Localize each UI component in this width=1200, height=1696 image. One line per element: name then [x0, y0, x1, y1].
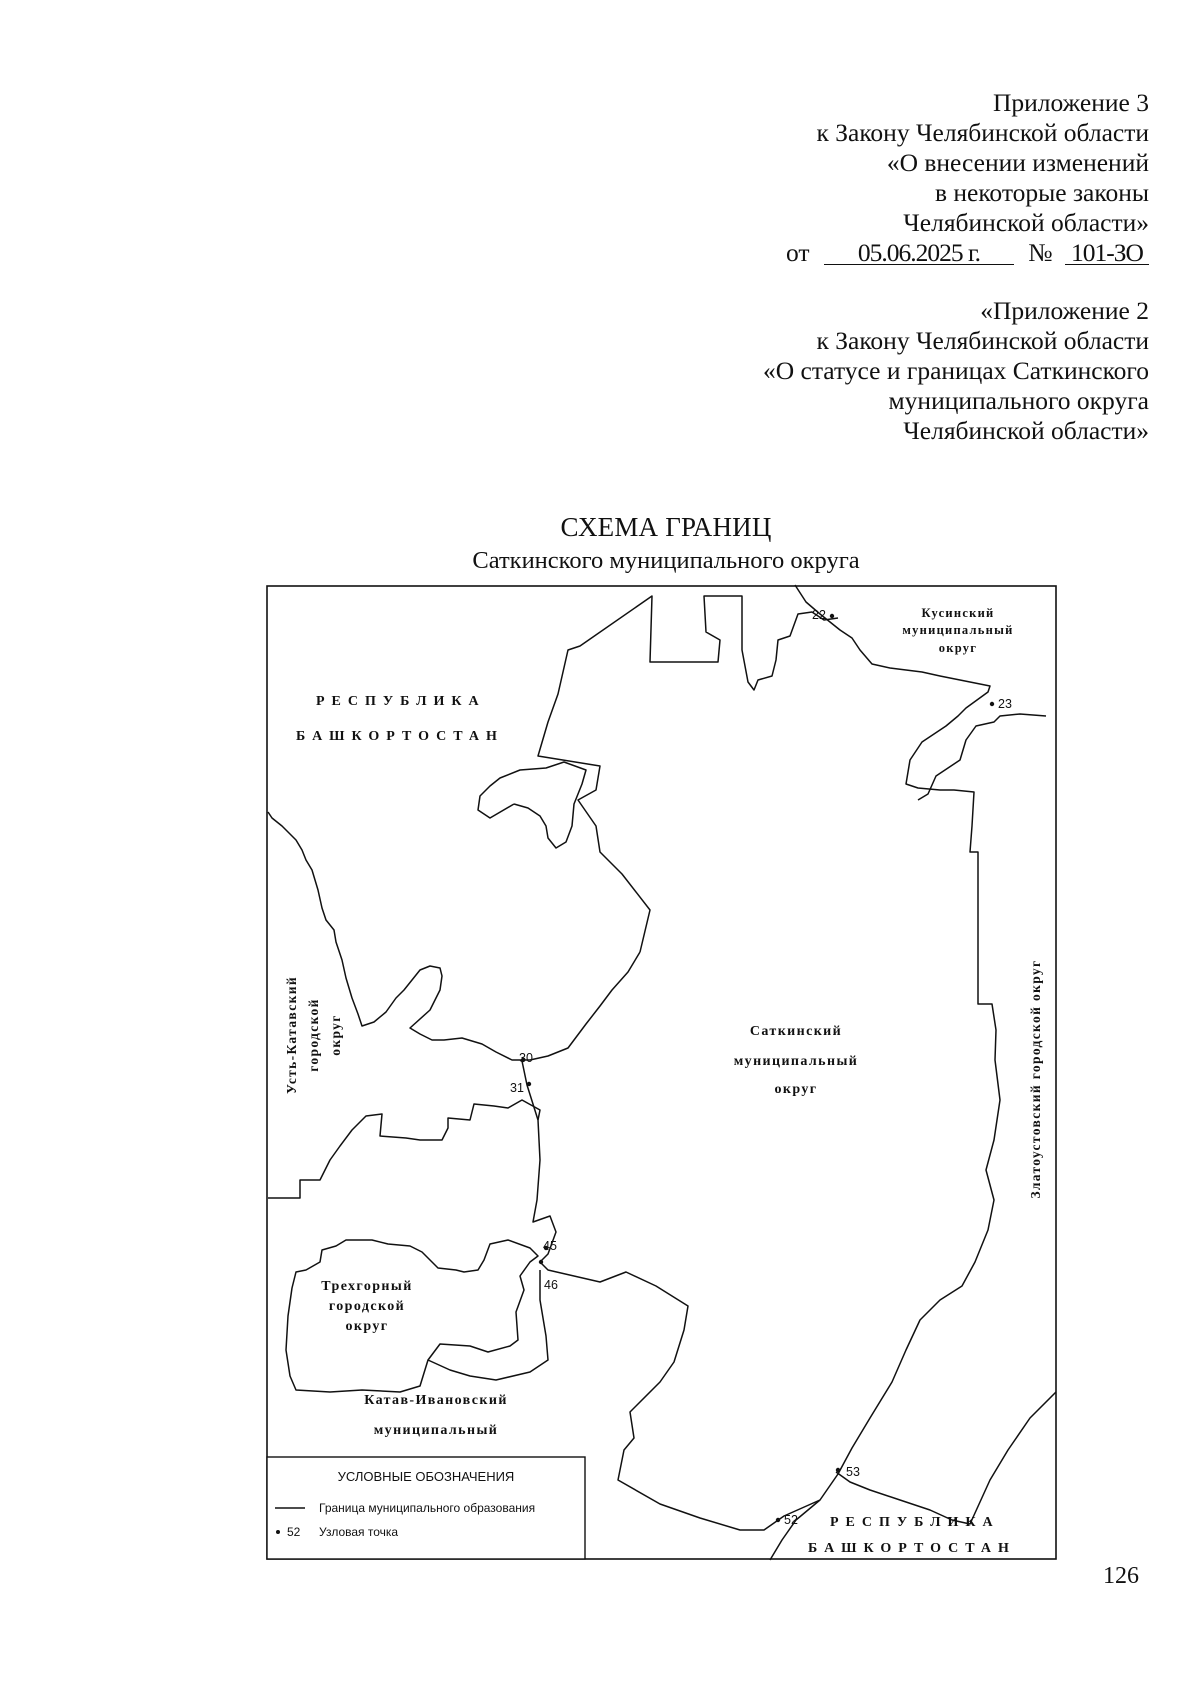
- region-ust-katavsky-1: Усть-Катавский: [284, 976, 299, 1094]
- node-31: 31: [510, 1081, 524, 1095]
- legend-node-dot: [276, 1530, 280, 1534]
- legend-node-label: Узловая точка: [319, 1525, 399, 1539]
- number-prefix: №: [1028, 238, 1053, 267]
- katav-ivanovsky-boundary: [428, 1270, 548, 1380]
- law-number: 101-ЗО: [1065, 242, 1149, 265]
- node-23: 23: [998, 697, 1012, 711]
- node-30: 30: [519, 1051, 533, 1065]
- region-kusinsky-1: Кусинский: [921, 606, 995, 620]
- header-line: муниципального округа: [888, 386, 1149, 415]
- region-kusinsky-3: округ: [938, 641, 978, 655]
- legend-title: УСЛОВНЫЕ ОБОЗНАЧЕНИЯ: [337, 1469, 515, 1484]
- node-22: 22: [812, 608, 826, 622]
- legend-boundary-label: Граница муниципального образования: [319, 1501, 536, 1515]
- region-satkinsky-2: муниципальный: [733, 1054, 859, 1069]
- date-prefix: от: [785, 238, 810, 267]
- western-boundary-segment: [268, 812, 640, 1060]
- law-date: 05.06.2025 г.: [824, 242, 1014, 265]
- node-dot: [776, 1518, 780, 1522]
- region-bashkortostan-north-1: РЕСПУБЛИКА: [316, 694, 486, 709]
- region-ust-katavsky-2: городской: [306, 998, 321, 1072]
- header-line: «Приложение 2: [980, 296, 1149, 325]
- region-katav-ivanovsky-2: муниципальный: [373, 1423, 499, 1438]
- header-line: Челябинской области»: [903, 208, 1149, 237]
- region-bashkortostan-south-1: РЕСПУБЛИКА: [830, 1515, 1000, 1530]
- region-satkinsky-1: Саткинский: [749, 1024, 843, 1039]
- trekhgorny-boundary: [286, 1240, 538, 1392]
- page-number: 126: [1103, 1563, 1139, 1589]
- node-dot: [990, 702, 994, 706]
- node-dot: [836, 1468, 840, 1472]
- region-bashkortostan-south-2: БАШКОРТОСТАН: [808, 1541, 1016, 1556]
- node-45: 45: [543, 1239, 557, 1253]
- header-line: Челябинской области»: [903, 416, 1149, 445]
- node-46: 46: [544, 1278, 558, 1292]
- node-dot: [830, 614, 834, 618]
- map-title: СХЕМА ГРАНИЦ: [560, 512, 772, 542]
- region-satkinsky-3: округ: [774, 1082, 818, 1097]
- ust-katav-boundary: [268, 1100, 540, 1198]
- region-trekhgorny-3: округ: [345, 1319, 389, 1334]
- header-line: «О внесении изменений: [886, 148, 1149, 177]
- region-trekhgorny-2: городской: [328, 1299, 406, 1314]
- header-line: Приложение 3: [993, 88, 1149, 117]
- node-53: 53: [846, 1465, 860, 1479]
- map-subtitle: Саткинского муниципального округа: [472, 547, 860, 574]
- node-dot: [539, 1260, 543, 1264]
- node-dot: [527, 1082, 531, 1086]
- header-line: «О статусе и границах Саткинского: [762, 356, 1149, 385]
- header-line: к Закону Челябинской области: [816, 326, 1149, 355]
- northern-lobe-boundary: [478, 762, 586, 848]
- zlatoust-boundary: [918, 714, 1046, 800]
- region-katav-ivanovsky-1: Катав-Ивановский: [364, 1393, 508, 1408]
- legend-node-sample: 52: [287, 1525, 301, 1539]
- region-zlatoust: Златоустовский городской округ: [1028, 959, 1043, 1199]
- southeast-boundary: [836, 1392, 1056, 1524]
- region-kusinsky-2: муниципальный: [902, 623, 1014, 637]
- header-line: в некоторые законы: [934, 178, 1149, 207]
- region-bashkortostan-north-2: БАШКОРТОСТАН: [296, 729, 504, 744]
- region-trekhgorny-1: Трехгорный: [321, 1279, 413, 1294]
- region-ust-katavsky-3: округ: [328, 1014, 343, 1056]
- map-legend: [267, 1457, 585, 1559]
- header-line: к Закону Челябинской области: [816, 118, 1149, 147]
- northern-boundary-segment: [538, 596, 838, 952]
- node-52: 52: [784, 1513, 798, 1527]
